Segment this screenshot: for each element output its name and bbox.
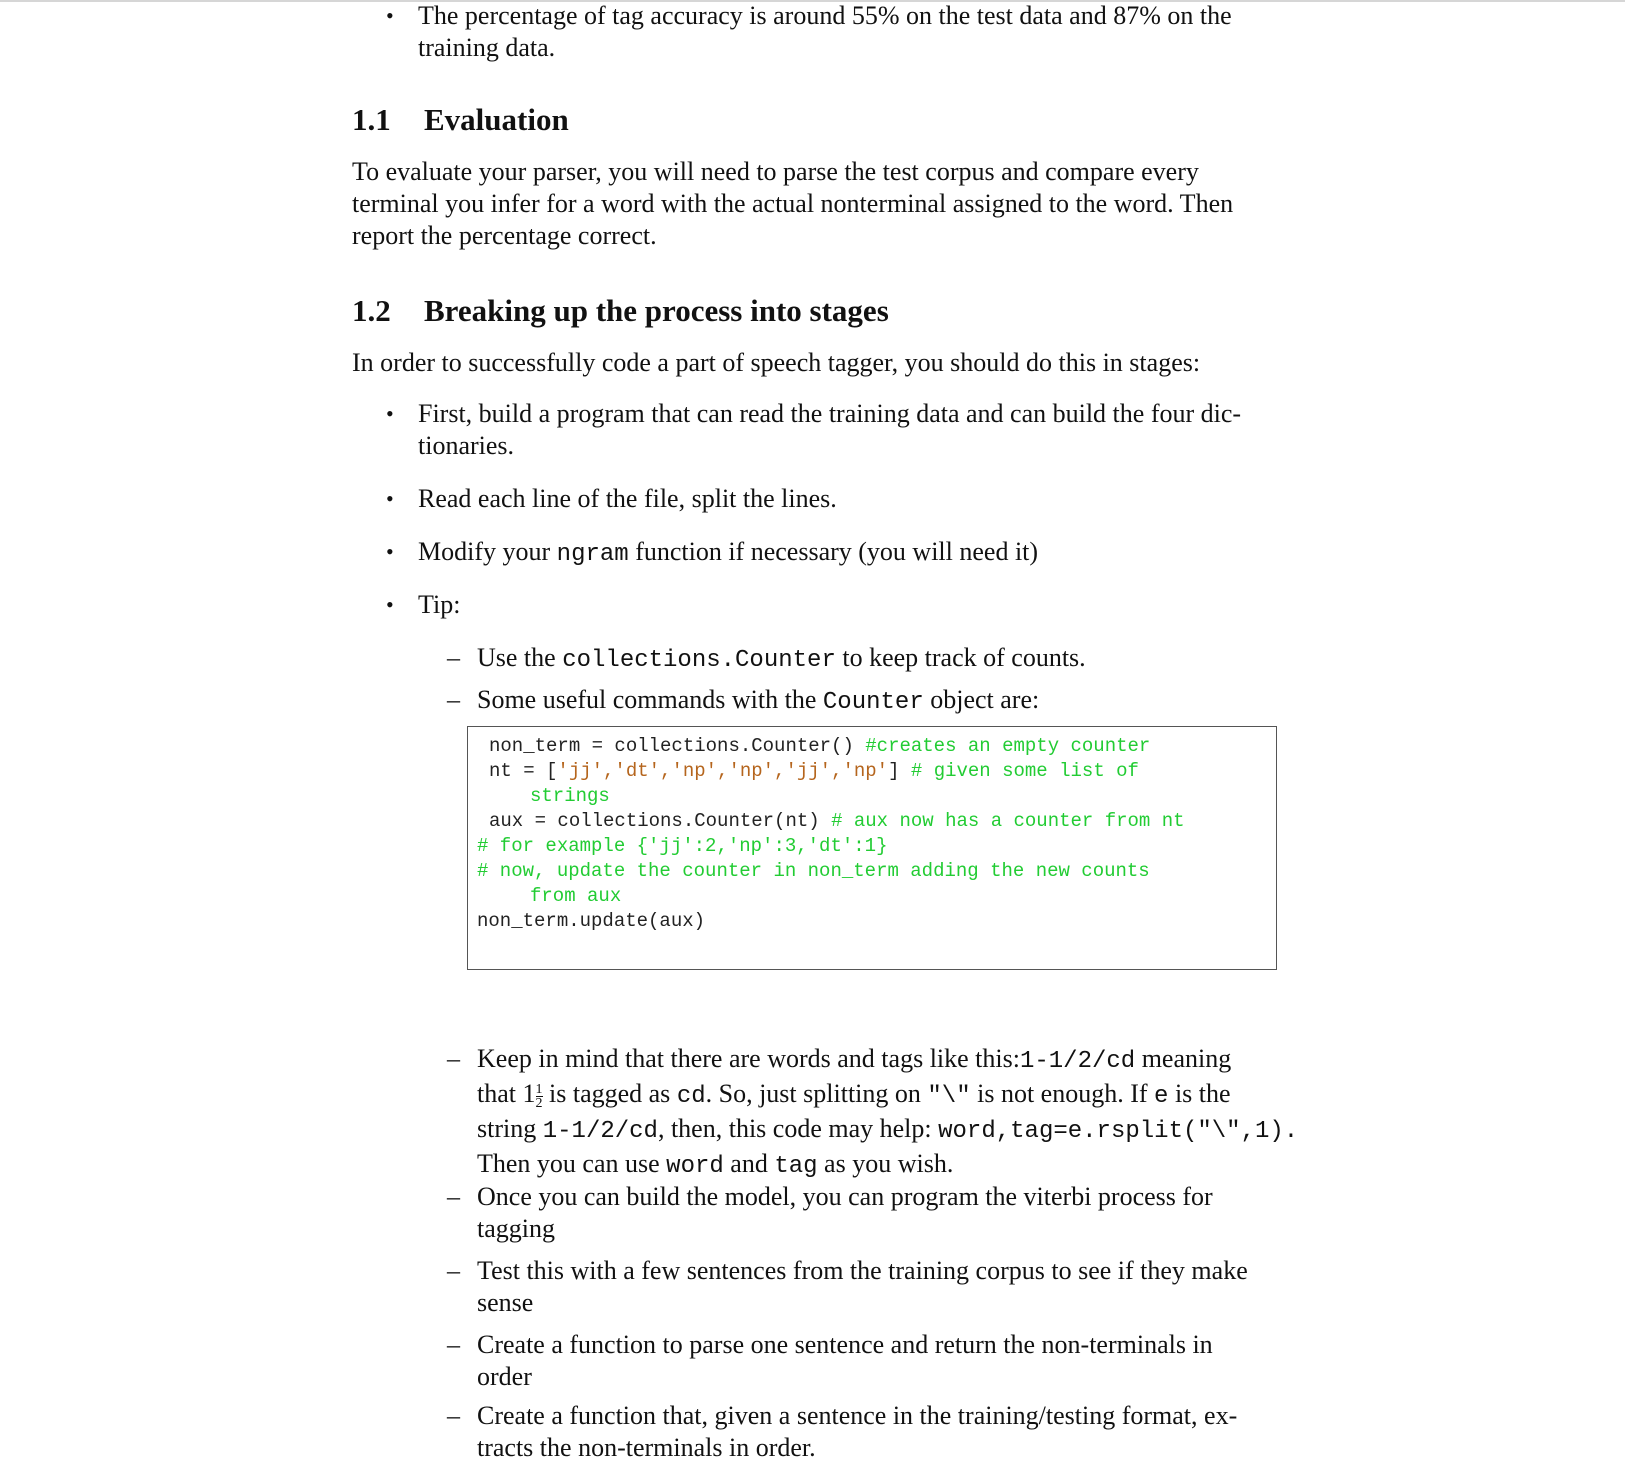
code-comment-continuation: from aux bbox=[530, 885, 622, 907]
intro-bullet-line-2: training data. bbox=[418, 33, 556, 62]
code-listing bbox=[467, 726, 1277, 970]
text-run: string bbox=[477, 1114, 543, 1143]
code-comment: #creates an empty counter bbox=[865, 735, 1151, 757]
inline-code: ngram bbox=[556, 541, 629, 568]
bullet-marker: • bbox=[386, 3, 394, 28]
fraction-denominator: 2 bbox=[535, 1095, 543, 1111]
inline-code: e bbox=[1154, 1083, 1169, 1110]
paragraph-line: report the percentage correct. bbox=[352, 221, 657, 250]
sub-item-viterbi bbox=[477, 1181, 1268, 1245]
bullet-build-program bbox=[418, 398, 1268, 462]
text-run: Modify your bbox=[418, 537, 557, 566]
dash-marker: – bbox=[447, 1256, 460, 1285]
dash-marker: – bbox=[447, 1330, 460, 1359]
section-number: 1.1 bbox=[352, 102, 391, 137]
bullet-modify-ngram bbox=[418, 536, 1268, 571]
text-run: Then you can use bbox=[477, 1149, 667, 1178]
dash-marker: – bbox=[447, 1044, 460, 1073]
code-text: ] bbox=[888, 760, 911, 782]
bullet-marker: • bbox=[386, 486, 394, 511]
inline-code: "\" bbox=[927, 1083, 971, 1110]
text-run: . So, just splitting on bbox=[705, 1079, 928, 1108]
intro-bullet-text bbox=[418, 0, 1268, 64]
sub-item-keep-in-mind bbox=[477, 1043, 1307, 1183]
bullet-line: tionaries. bbox=[418, 431, 515, 460]
text-line: order bbox=[477, 1362, 532, 1391]
inline-code: cd bbox=[676, 1083, 706, 1110]
bullet-line: First, build a program that can read the training data and can build the four dic- bbox=[418, 399, 1242, 428]
code-line: non_term.update(aux) bbox=[477, 910, 706, 932]
code-line bbox=[489, 809, 1185, 834]
code-string: 'jj','dt','np','np','jj','np' bbox=[557, 760, 889, 782]
inline-code: Counter bbox=[822, 689, 924, 716]
inline-code: word,tag=e.rsplit("\",1). bbox=[938, 1118, 1299, 1145]
text-line: tagging bbox=[477, 1214, 555, 1243]
text-run: Some useful commands with the bbox=[477, 685, 823, 714]
text-run: object are: bbox=[923, 685, 1040, 714]
code-text: nt = [ bbox=[489, 760, 558, 782]
bullet-marker: • bbox=[386, 401, 394, 426]
inline-code: 1-1/2/cd bbox=[1019, 1048, 1136, 1075]
text-line: Once you can build the model, you can program the viterbi process for bbox=[477, 1182, 1213, 1211]
text-run: to keep track of counts. bbox=[835, 643, 1086, 672]
dash-marker: – bbox=[447, 685, 460, 714]
text-run: Use the bbox=[477, 643, 563, 672]
section-title: Evaluation bbox=[424, 102, 569, 137]
text-line: Create a function to parse one sentence and return the non-terminals in bbox=[477, 1330, 1213, 1359]
text-run: as you wish. bbox=[817, 1149, 954, 1178]
section-heading-stages bbox=[352, 292, 889, 330]
inline-code: word bbox=[666, 1153, 724, 1180]
dash-marker: – bbox=[447, 1182, 460, 1211]
bullet-marker: • bbox=[386, 539, 394, 564]
text-line: Create a function that, given a sentence in the training/testing format, ex- bbox=[477, 1401, 1238, 1430]
inline-code: tag bbox=[774, 1153, 818, 1180]
sub-item-commands bbox=[477, 684, 1268, 719]
fraction-numerator: 1 bbox=[535, 1081, 543, 1097]
stages-intro: In order to successfully code a part of speech tagger, you should do this in stages: bbox=[352, 348, 1201, 377]
text-run: , then, this code may help: bbox=[657, 1114, 939, 1143]
text-run: is the bbox=[1168, 1079, 1231, 1108]
code-comment: # aux now has a counter from nt bbox=[831, 810, 1185, 832]
code-comment: # given some list of bbox=[910, 760, 1139, 782]
code-comment-continuation: strings bbox=[530, 785, 610, 807]
section-heading-evaluation bbox=[352, 101, 569, 139]
bullet-read-lines: Read each line of the file, split the lines. bbox=[418, 484, 837, 513]
paragraph-line: terminal you infer for a word with the actual nonterminal assigned to the word. Then bbox=[352, 189, 1234, 218]
sub-item-counter bbox=[477, 642, 1268, 677]
text-run: and bbox=[723, 1149, 775, 1178]
code-comment-line: # for example {'jj':2,'np':3,'dt':1} bbox=[477, 835, 888, 857]
inline-code: 1-1/2/cd bbox=[542, 1118, 658, 1145]
code-text: aux = collections.Counter(nt) bbox=[489, 810, 832, 832]
bullet-marker: • bbox=[386, 592, 394, 617]
section-number: 1.2 bbox=[352, 293, 391, 328]
text-run: is not enough. If bbox=[970, 1079, 1155, 1108]
code-text: non_term = collections.Counter() bbox=[489, 735, 866, 757]
text-run: that 1 bbox=[477, 1079, 536, 1108]
code-comment-line: # now, update the counter in non_term adding the new counts bbox=[477, 860, 1150, 882]
dash-marker: – bbox=[447, 1401, 460, 1430]
paragraph-line: To evaluate your parser, you will need to parse the test corpus and compare every bbox=[352, 157, 1199, 186]
intro-bullet-line-1: The percentage of tag accuracy is around 55% on the test data and 87% on the bbox=[418, 1, 1232, 30]
sub-item-parse-function bbox=[477, 1329, 1268, 1393]
evaluation-paragraph bbox=[352, 156, 1268, 252]
code-line bbox=[489, 759, 1139, 784]
code-line bbox=[489, 734, 1150, 759]
sub-item-test bbox=[477, 1255, 1268, 1319]
text-run: meaning bbox=[1135, 1044, 1232, 1073]
text-run: function if necessary (you will need it) bbox=[628, 537, 1039, 566]
text-line: sense bbox=[477, 1288, 534, 1317]
inline-code: collections.Counter bbox=[562, 647, 836, 674]
text-line: Test this with a few sentences from the training corpus to see if they make bbox=[477, 1256, 1248, 1285]
text-line: tracts the non-terminals in order. bbox=[477, 1433, 816, 1462]
section-title: Breaking up the process into stages bbox=[424, 293, 889, 328]
text-run: is tagged as bbox=[542, 1079, 677, 1108]
dash-marker: – bbox=[447, 643, 460, 672]
fraction bbox=[536, 1083, 543, 1110]
sub-item-extract-function bbox=[477, 1400, 1268, 1464]
text-run: Keep in mind that there are words and tags like this: bbox=[477, 1044, 1020, 1073]
bullet-tip: Tip: bbox=[418, 590, 461, 619]
